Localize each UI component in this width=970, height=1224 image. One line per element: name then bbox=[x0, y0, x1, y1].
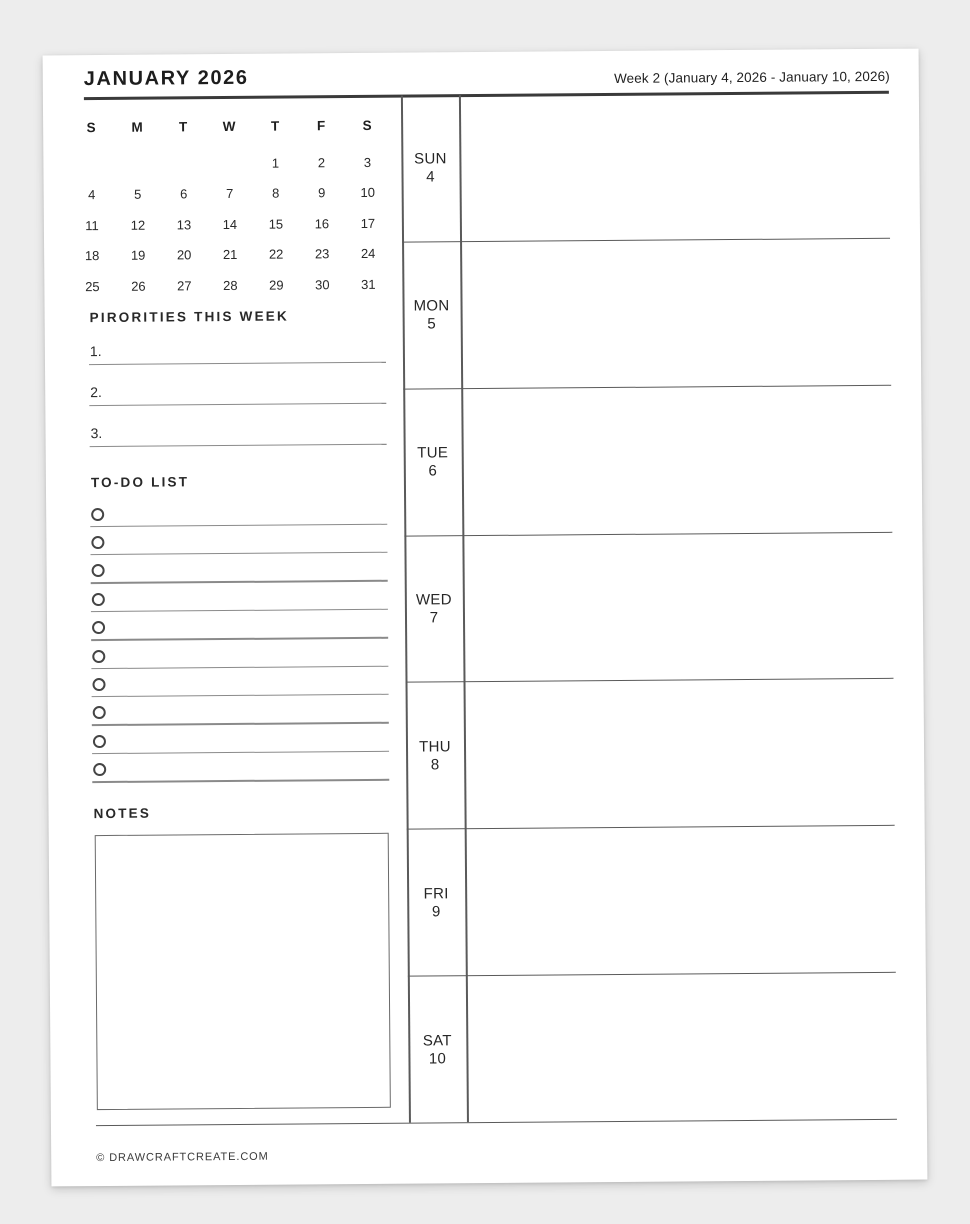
calendar-date-cell: 28 bbox=[223, 277, 238, 293]
calendar-week-row bbox=[69, 269, 391, 302]
calendar-date-cell: 23 bbox=[314, 246, 330, 262]
todo-fill-line[interactable] bbox=[91, 580, 388, 584]
todo-fill-line[interactable] bbox=[92, 750, 389, 754]
page-title: JANUARY 2026 bbox=[83, 66, 249, 91]
calendar-week-row bbox=[68, 147, 390, 180]
todo-item bbox=[90, 534, 388, 564]
calendar-week-row bbox=[69, 208, 391, 241]
calendar-date-cell: 2 bbox=[317, 154, 326, 171]
todo-checkbox-icon[interactable] bbox=[92, 649, 105, 662]
day-abbr: SUN bbox=[414, 150, 447, 168]
notes-field[interactable] bbox=[95, 833, 391, 1110]
todo-fill-line[interactable] bbox=[91, 637, 388, 641]
todo-checkbox-icon[interactable] bbox=[93, 735, 106, 748]
calendar-date-cell: 12 bbox=[130, 217, 146, 233]
day-label bbox=[403, 389, 462, 535]
todo-checkbox-icon[interactable] bbox=[92, 564, 105, 577]
day-row-tue bbox=[403, 386, 892, 537]
priority-fill-line[interactable] bbox=[89, 361, 386, 365]
notes-heading: NOTES bbox=[93, 805, 152, 822]
todo-checkbox-icon[interactable] bbox=[91, 536, 104, 549]
todo-fill-line[interactable] bbox=[90, 552, 387, 556]
day-number: 9 bbox=[431, 903, 441, 921]
day-label bbox=[406, 683, 465, 829]
calendar-date-cell: 20 bbox=[176, 247, 192, 263]
week-range-label: Week 2 (January 4, 2026 - January 10, 2026) bbox=[613, 68, 890, 86]
priority-item bbox=[89, 341, 387, 383]
calendar-weekday-header-row bbox=[68, 115, 390, 138]
priority-number: 2. bbox=[90, 384, 102, 401]
day-entry-field[interactable] bbox=[465, 826, 896, 975]
todo-fill-line[interactable] bbox=[92, 779, 389, 783]
calendar-date-cell: 14 bbox=[222, 216, 238, 232]
day-abbr: WED bbox=[415, 591, 452, 609]
day-label bbox=[401, 95, 460, 241]
todo-list bbox=[43, 49, 919, 56]
day-entry-field[interactable] bbox=[459, 92, 890, 241]
calendar-date-cell: 18 bbox=[84, 248, 100, 264]
priority-number: 1. bbox=[89, 343, 102, 360]
day-number: 8 bbox=[430, 756, 440, 774]
day-number: 7 bbox=[429, 609, 439, 627]
calendar-date-cell: 25 bbox=[85, 278, 100, 294]
calendar-date-cell: 22 bbox=[268, 246, 284, 262]
calendar-date-cell bbox=[160, 148, 206, 179]
calendar-date-cell: 30 bbox=[315, 276, 330, 293]
calendar-date-cell: 11 bbox=[85, 217, 99, 233]
calendar-date-cell: 9 bbox=[317, 185, 326, 201]
weekday-header: S bbox=[362, 117, 372, 133]
day-label bbox=[404, 536, 463, 682]
day-number: 6 bbox=[428, 462, 438, 480]
day-number: 5 bbox=[427, 315, 437, 333]
day-row-wed bbox=[404, 532, 893, 683]
weekday-header: T bbox=[270, 118, 280, 134]
calendar-date-cell: 7 bbox=[225, 186, 234, 202]
day-abbr: TUE bbox=[417, 444, 449, 462]
day-entry-field[interactable] bbox=[460, 239, 891, 388]
day-row-fri bbox=[407, 826, 896, 977]
calendar-date-cell: 1 bbox=[271, 155, 280, 171]
calendar-date-cell: 26 bbox=[131, 278, 146, 294]
day-row-sat bbox=[408, 973, 897, 1123]
todo-fill-line[interactable] bbox=[91, 665, 388, 669]
todo-item bbox=[92, 704, 390, 734]
calendar-date-cell bbox=[114, 149, 160, 180]
todo-fill-line[interactable] bbox=[92, 694, 389, 698]
calendar-week-row bbox=[69, 238, 391, 271]
day-abbr: MON bbox=[413, 297, 450, 315]
todo-item bbox=[92, 761, 390, 791]
todo-heading: TO-DO LIST bbox=[90, 474, 190, 491]
calendar-date-cell bbox=[68, 149, 114, 180]
day-entry-field[interactable] bbox=[464, 679, 895, 828]
priority-fill-line[interactable] bbox=[89, 402, 386, 406]
day-number: 4 bbox=[426, 168, 435, 186]
todo-item bbox=[91, 619, 389, 649]
day-row-mon bbox=[402, 239, 891, 390]
todo-fill-line[interactable] bbox=[92, 722, 389, 726]
todo-item bbox=[91, 676, 389, 706]
todo-checkbox-icon[interactable] bbox=[93, 763, 106, 776]
calendar-date-cell: 16 bbox=[314, 215, 330, 232]
day-label bbox=[408, 976, 467, 1122]
day-label bbox=[402, 242, 461, 388]
calendar-date-cell: 31 bbox=[361, 276, 376, 292]
day-entry-field[interactable] bbox=[466, 973, 897, 1122]
todo-fill-line[interactable] bbox=[91, 608, 388, 612]
calendar-date-cell: 24 bbox=[360, 246, 376, 262]
weekday-header: S bbox=[86, 119, 96, 135]
priorities-heading: PIRORITIES THIS WEEK bbox=[89, 308, 289, 326]
day-entry-field[interactable] bbox=[461, 386, 892, 535]
day-label bbox=[407, 829, 466, 975]
calendar-date-cell: 8 bbox=[271, 185, 280, 201]
calendar-date-cell: 10 bbox=[360, 185, 375, 201]
day-abbr: THU bbox=[419, 738, 451, 756]
priority-item bbox=[89, 423, 387, 465]
todo-checkbox-icon[interactable] bbox=[91, 507, 104, 520]
calendar-date-cell: 5 bbox=[133, 186, 142, 202]
calendar-date-cell: 6 bbox=[179, 186, 188, 202]
priority-fill-line[interactable] bbox=[90, 443, 387, 447]
day-number: 10 bbox=[428, 1049, 447, 1068]
calendar-date-cell: 4 bbox=[87, 187, 96, 203]
todo-checkbox-icon[interactable] bbox=[93, 706, 106, 719]
todo-checkbox-icon[interactable] bbox=[92, 621, 105, 634]
todo-item bbox=[91, 590, 389, 620]
calendar-date-cell: 17 bbox=[360, 215, 376, 231]
calendar-dates-grid bbox=[68, 147, 391, 302]
calendar-date-cell: 15 bbox=[268, 216, 284, 232]
day-row-thu bbox=[406, 679, 895, 830]
calendar-date-cell: 19 bbox=[130, 247, 146, 264]
day-abbr: FRI bbox=[423, 885, 449, 903]
todo-item bbox=[90, 505, 388, 535]
calendar-date-cell: 3 bbox=[363, 154, 372, 170]
copyright-footer: © DRAWCRAFTCREATE.COM bbox=[96, 1150, 269, 1165]
weekday-header: T bbox=[178, 118, 188, 134]
calendar-date-cell: 29 bbox=[269, 277, 284, 293]
mini-month-calendar bbox=[68, 115, 391, 302]
weekday-header: F bbox=[316, 117, 326, 133]
calendar-date-cell: 13 bbox=[176, 217, 192, 233]
todo-item bbox=[91, 647, 389, 677]
day-entry-field[interactable] bbox=[462, 532, 893, 681]
day-row-sun bbox=[401, 92, 890, 243]
week-planner-grid bbox=[401, 92, 897, 1123]
priority-item bbox=[89, 382, 387, 424]
todo-fill-line[interactable] bbox=[90, 523, 387, 527]
planner-page bbox=[43, 49, 928, 1187]
calendar-date-cell: 21 bbox=[222, 247, 238, 263]
weekday-header: W bbox=[222, 118, 236, 134]
calendar-date-cell: 27 bbox=[177, 278, 192, 294]
priority-number: 3. bbox=[90, 425, 103, 442]
calendar-week-row bbox=[69, 177, 391, 210]
calendar-date-cell bbox=[206, 148, 252, 179]
todo-checkbox-icon[interactable] bbox=[92, 593, 105, 606]
weekday-header: M bbox=[131, 119, 143, 135]
todo-item bbox=[91, 562, 389, 592]
day-abbr: SAT bbox=[422, 1031, 452, 1050]
todo-item bbox=[92, 732, 390, 762]
todo-checkbox-icon[interactable] bbox=[92, 678, 105, 691]
